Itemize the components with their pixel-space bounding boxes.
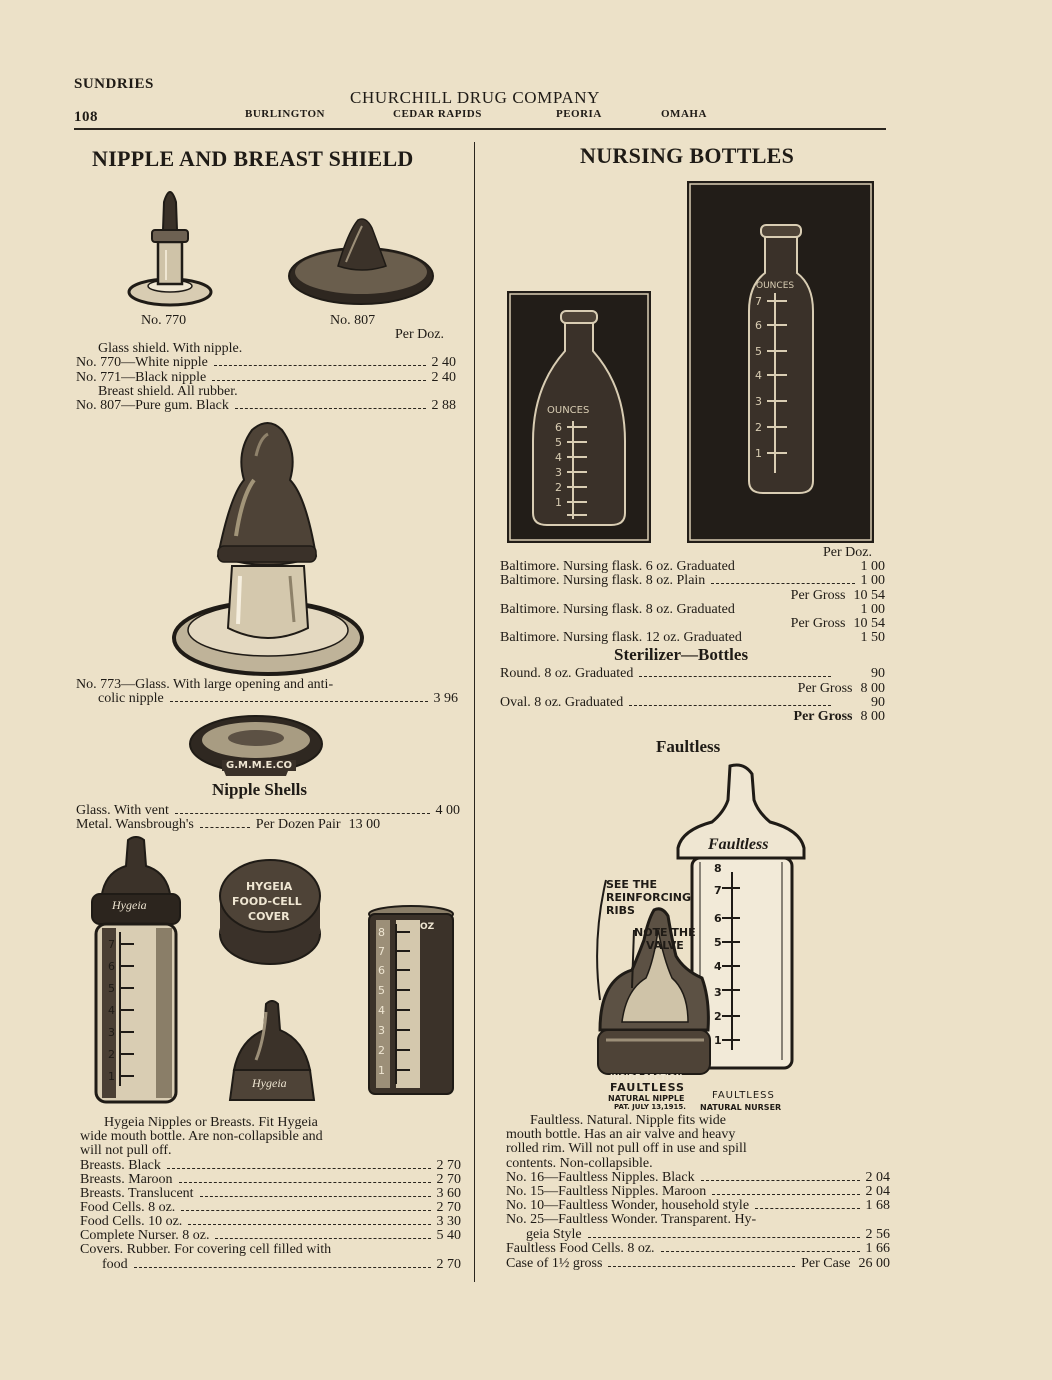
price-row-oval-8oz-gross: [500, 710, 885, 724]
nipple-shells-title: Nipple Shells: [212, 780, 307, 799]
svg-text:7: 7: [755, 295, 762, 308]
item-label: No. 15—Faultless Nipples. Maroon: [506, 1184, 707, 1199]
item-label: Breasts. Maroon: [80, 1172, 173, 1187]
svg-text:4: 4: [108, 1004, 115, 1017]
price-row-807: [76, 399, 456, 413]
item-label: Case of 1½ gross: [506, 1256, 603, 1271]
svg-text:5: 5: [755, 345, 762, 358]
item-price: 2 56: [865, 1227, 890, 1242]
price-row-food-cells-10oz: [80, 1215, 461, 1229]
item-price: 2 40: [431, 355, 456, 370]
page-number: 108: [74, 109, 98, 125]
hygeia-brand-label: Hygeia: [112, 898, 147, 912]
svg-text:7: 7: [108, 938, 115, 951]
company-name: CHURCHILL DRUG COMPANY: [350, 88, 600, 107]
price-row-covers: [102, 1258, 461, 1272]
faultless-bottle-logo: Faultless: [708, 836, 769, 853]
svg-text:5: 5: [378, 984, 385, 997]
item-label: Metal. Wansbrough's: [76, 817, 194, 832]
item-label: Food Cells. 10 oz.: [80, 1214, 183, 1229]
price-row-no25: [526, 1228, 890, 1242]
bottle-8oz-ounces-label: OUNCES: [756, 281, 795, 291]
leader-dots: [712, 1194, 859, 1195]
item-label: No. 771—Black nipple: [76, 370, 207, 385]
left-section-title: NIPPLE AND BREAST SHIELD: [92, 146, 414, 171]
item-label: Round. 8 oz. Graduated: [500, 666, 634, 681]
leader-dots: [215, 1238, 430, 1239]
item-price: 8 00: [860, 681, 885, 696]
baltimore-8oz-bottle-image: [687, 181, 874, 543]
city-peoria: PEORIA: [556, 108, 602, 120]
nurser-caption-2: NATURAL NURSER: [700, 1103, 782, 1112]
flask-6oz-ounces-label: OUNCES: [547, 405, 590, 416]
column-divider: [474, 142, 475, 1282]
item-label: food: [102, 1257, 128, 1272]
price-row-baltimore-6oz: [500, 560, 885, 574]
price-row-baltimore-8oz-plain: [500, 574, 885, 588]
svg-text:7: 7: [378, 945, 385, 958]
item-label: Faultless Food Cells. 8 oz.: [506, 1241, 655, 1256]
shell-maker-mark: G.M.M.E.CO: [222, 760, 296, 771]
item-unit: Per Case: [801, 1256, 851, 1271]
leader-dots: [629, 705, 831, 706]
leader-dots: [134, 1267, 431, 1268]
header-rule: [74, 128, 886, 130]
svg-text:5: 5: [108, 982, 115, 995]
item-label: Baltimore. Nursing flask. 8 oz. Plain: [500, 573, 706, 588]
svg-text:5: 5: [555, 436, 562, 449]
baltimore-6oz-flask-image: [507, 291, 651, 543]
item-label: No. 770—White nipple: [76, 355, 208, 370]
callout-valve-1: NOTE THE: [634, 926, 696, 939]
svg-text:1: 1: [108, 1070, 115, 1083]
item-price: 90: [871, 695, 885, 710]
city-burlington: BURLINGTON: [245, 108, 325, 120]
item-unit: Per Gross: [790, 616, 846, 631]
svg-text:8: 8: [714, 862, 722, 875]
leader-dots: [639, 676, 831, 677]
item-price: 3 96: [433, 691, 458, 706]
svg-text:1: 1: [755, 447, 762, 460]
item-price: 2 04: [865, 1170, 890, 1185]
callout-valve-2: VALVE: [646, 939, 684, 952]
price-row-no15: [506, 1185, 890, 1199]
leader-dots: [200, 827, 250, 828]
nipple-caption-2: NATURAL NIPPLE: [608, 1094, 685, 1103]
svg-text:4: 4: [555, 451, 562, 464]
item-price: 1 00: [860, 602, 885, 617]
covers-line1: Covers. Rubber. For covering cell filled with: [80, 1242, 332, 1257]
callout-ribs-3: RIBS: [606, 904, 635, 917]
leader-dots: [588, 1237, 860, 1238]
svg-text:3: 3: [714, 986, 722, 999]
item-unit: Per Gross: [793, 709, 853, 724]
leader-dots: [711, 583, 854, 584]
svg-text:3: 3: [555, 466, 562, 479]
hygeia-desc-3: will not pull off.: [80, 1143, 172, 1158]
leader-dots: [661, 1251, 860, 1252]
hygeia-desc-2: wide mouth bottle. Are non-collapsible and: [80, 1129, 323, 1144]
right-section-title: NURSING BOTTLES: [580, 143, 795, 168]
price-row-baltimore-8oz-grad: [500, 603, 885, 617]
price-row-breasts-black: [80, 1159, 461, 1173]
hygeia-desc-1: Hygeia Nipples or Breasts. Fit Hygeia: [104, 1115, 318, 1130]
svg-text:1: 1: [714, 1034, 722, 1047]
svg-text:1: 1: [555, 496, 562, 509]
item-price: 1 68: [865, 1198, 890, 1213]
item-unit: Per Gross: [797, 681, 853, 696]
item-unit: Per Gross: [790, 588, 846, 603]
svg-text:3: 3: [108, 1026, 115, 1039]
item-price: 1 66: [865, 1241, 890, 1256]
price-row-no16: [506, 1171, 890, 1185]
leader-dots: [212, 380, 425, 381]
item-label: Food Cells. 8 oz.: [80, 1200, 176, 1215]
item-label: geia Style: [526, 1227, 582, 1242]
svg-text:2: 2: [755, 421, 762, 434]
svg-text:2: 2: [555, 481, 562, 494]
price-row-food-cells: [506, 1242, 890, 1256]
price-row-food-cells-8oz: [80, 1201, 461, 1215]
nipple-caption-3: PAT. JULY 13,1915.: [614, 1103, 686, 1111]
cover-text-2: FOOD-CELL: [232, 895, 302, 908]
leader-dots: [170, 701, 428, 702]
price-row-round-8oz-gross: [500, 682, 885, 696]
item-price: 2 70: [436, 1200, 461, 1215]
glass-shield-770-image: [122, 180, 218, 310]
leader-dots: [188, 1224, 430, 1225]
faultless-title: Faultless: [656, 737, 721, 756]
svg-text:6: 6: [755, 319, 762, 332]
city-omaha: OMAHA: [661, 108, 707, 120]
svg-text:6: 6: [555, 421, 562, 434]
hygeia-bottle-image: [86, 836, 186, 1108]
item-label: Glass. With vent: [76, 803, 169, 818]
leader-dots: [200, 1196, 431, 1197]
price-row-glass-shell: [76, 804, 460, 818]
price-row-baltimore-8oz-grad-gross: [500, 617, 885, 631]
price-row-baltimore-8oz-plain-gross: [500, 589, 885, 603]
item-price: 2 70: [436, 1172, 461, 1187]
leader-dots: [701, 1180, 860, 1181]
callout-ribs-1: SEE THE: [606, 878, 658, 891]
leader-dots: [214, 365, 426, 366]
fig-label-807: No. 807: [330, 313, 376, 328]
svg-text:4: 4: [755, 369, 762, 382]
svg-text:4: 4: [714, 960, 722, 973]
price-row-case: [506, 1257, 890, 1271]
svg-text:6: 6: [108, 960, 115, 973]
inside-section-label: INSIDE SECTION: [610, 1073, 683, 1082]
price-row-metal-shell: [76, 818, 460, 832]
item-773-line1: No. 773—Glass. With large opening and anti-: [76, 677, 334, 692]
item-price: 10 54: [853, 616, 885, 631]
faultless-desc-4: contents. Non-collapsible.: [506, 1156, 653, 1171]
price-row-771: [76, 371, 456, 385]
item-price: 2 70: [436, 1257, 461, 1272]
leader-dots: [235, 408, 426, 409]
item-unit: Per Dozen Pair: [255, 817, 341, 832]
price-row-oval-8oz: [500, 696, 885, 710]
glass-shield-773-image: [170, 416, 366, 678]
item-price: 26 00: [858, 1256, 890, 1271]
price-row-complete-nurser: [80, 1229, 461, 1243]
leader-dots: [608, 1266, 795, 1267]
item-price: 2 88: [431, 398, 456, 413]
leader-dots: [167, 1168, 431, 1169]
svg-text:4: 4: [378, 1004, 385, 1017]
svg-text:6: 6: [378, 964, 385, 977]
hygeia-food-cell-image: [366, 904, 456, 1104]
nurser-caption-1: FAULTLESS: [712, 1090, 775, 1101]
fig-label-770: No. 770: [141, 313, 187, 328]
svg-text:3: 3: [755, 395, 762, 408]
leader-dots: [755, 1208, 859, 1209]
price-row-baltimore-12oz: [500, 631, 885, 645]
svg-text:2: 2: [378, 1044, 385, 1057]
item-label: Complete Nurser. 8 oz.: [80, 1228, 210, 1243]
item-label: Baltimore. Nursing flask. 12 oz. Graduated: [500, 630, 742, 645]
item-label: colic nipple: [98, 691, 164, 706]
faultless-nurser-image: [592, 760, 806, 1114]
item-price: 4 00: [435, 803, 460, 818]
item-label: Baltimore. Nursing flask. 6 oz. Graduated: [500, 559, 735, 574]
svg-text:3: 3: [378, 1024, 385, 1037]
svg-text:1: 1: [378, 1064, 385, 1077]
left-per-doz-label: Per Doz.: [395, 327, 444, 342]
item-price: 10 54: [853, 588, 885, 603]
wonder-line1: No. 25—Faultless Wonder. Transparent. Hy-: [506, 1212, 757, 1227]
faultless-desc-2: mouth bottle. Has an air valve and heavy: [506, 1127, 736, 1142]
callout-ribs-2: REINFORCING: [606, 891, 692, 904]
svg-text:6: 6: [714, 912, 722, 925]
leader-dots: [175, 813, 430, 814]
price-row-770: [76, 356, 456, 370]
item-label: Breasts. Translucent: [80, 1186, 194, 1201]
item-price: 8 00: [860, 709, 885, 724]
price-row-round-8oz: [500, 667, 885, 681]
item-price: 90: [871, 666, 885, 681]
item-price: 2 40: [431, 370, 456, 385]
item-label: No. 807—Pure gum. Black: [76, 398, 229, 413]
item-label: Oval. 8 oz. Graduated: [500, 695, 624, 710]
right-per-doz-label: Per Doz.: [823, 545, 872, 560]
price-row-773: [98, 692, 458, 706]
section-label: SUNDRIES: [74, 76, 154, 92]
svg-text:2: 2: [108, 1048, 115, 1061]
svg-text:2: 2: [714, 1010, 722, 1023]
city-cedar-rapids: CEDAR RAPIDS: [393, 108, 482, 120]
breast-shield-intro: Breast shield. All rubber.: [98, 384, 238, 399]
shield-intro: Glass shield. With nipple.: [98, 341, 243, 356]
item-price: 3 60: [436, 1186, 461, 1201]
leader-dots: [181, 1210, 430, 1211]
item-price: 2 04: [865, 1184, 890, 1199]
price-row-no10: [506, 1199, 890, 1213]
svg-text:7: 7: [714, 884, 722, 897]
cover-text-1: HYGEIA: [246, 880, 293, 893]
item-price: 1 00: [860, 573, 885, 588]
rubber-shield-807-image: [286, 214, 436, 308]
item-label: No. 16—Faultless Nipples. Black: [506, 1170, 695, 1185]
item-price: 1 00: [860, 559, 885, 574]
svg-text:8: 8: [378, 926, 385, 939]
item-price: 2 70: [436, 1158, 461, 1173]
item-price: 1 50: [860, 630, 885, 645]
sterilizer-title: Sterilizer—Bottles: [614, 645, 749, 664]
item-price: 3 30: [436, 1214, 461, 1229]
food-cell-oz-mark: OZ: [420, 922, 435, 932]
cover-text-3: COVER: [248, 910, 290, 923]
item-label: Baltimore. Nursing flask. 8 oz. Graduated: [500, 602, 735, 617]
svg-text:5: 5: [714, 936, 722, 949]
price-row-breasts-maroon: [80, 1173, 461, 1187]
price-row-breasts-translucent: [80, 1187, 461, 1201]
item-price: 5 40: [436, 1228, 461, 1243]
item-label: No. 10—Faultless Wonder, household style: [506, 1198, 750, 1213]
nipple-caption-1: FAULTLESS: [610, 1081, 685, 1094]
item-label: Breasts. Black: [80, 1158, 161, 1173]
faultless-desc-1: Faultless. Natural. Nipple fits wide: [530, 1113, 726, 1128]
faultless-desc-3: rolled rim. Will not pull off in use and spill: [506, 1141, 747, 1156]
item-price: 13 00: [348, 817, 381, 832]
leader-dots: [179, 1182, 431, 1183]
hygeia-nipple-brand: Hygeia: [252, 1076, 287, 1090]
